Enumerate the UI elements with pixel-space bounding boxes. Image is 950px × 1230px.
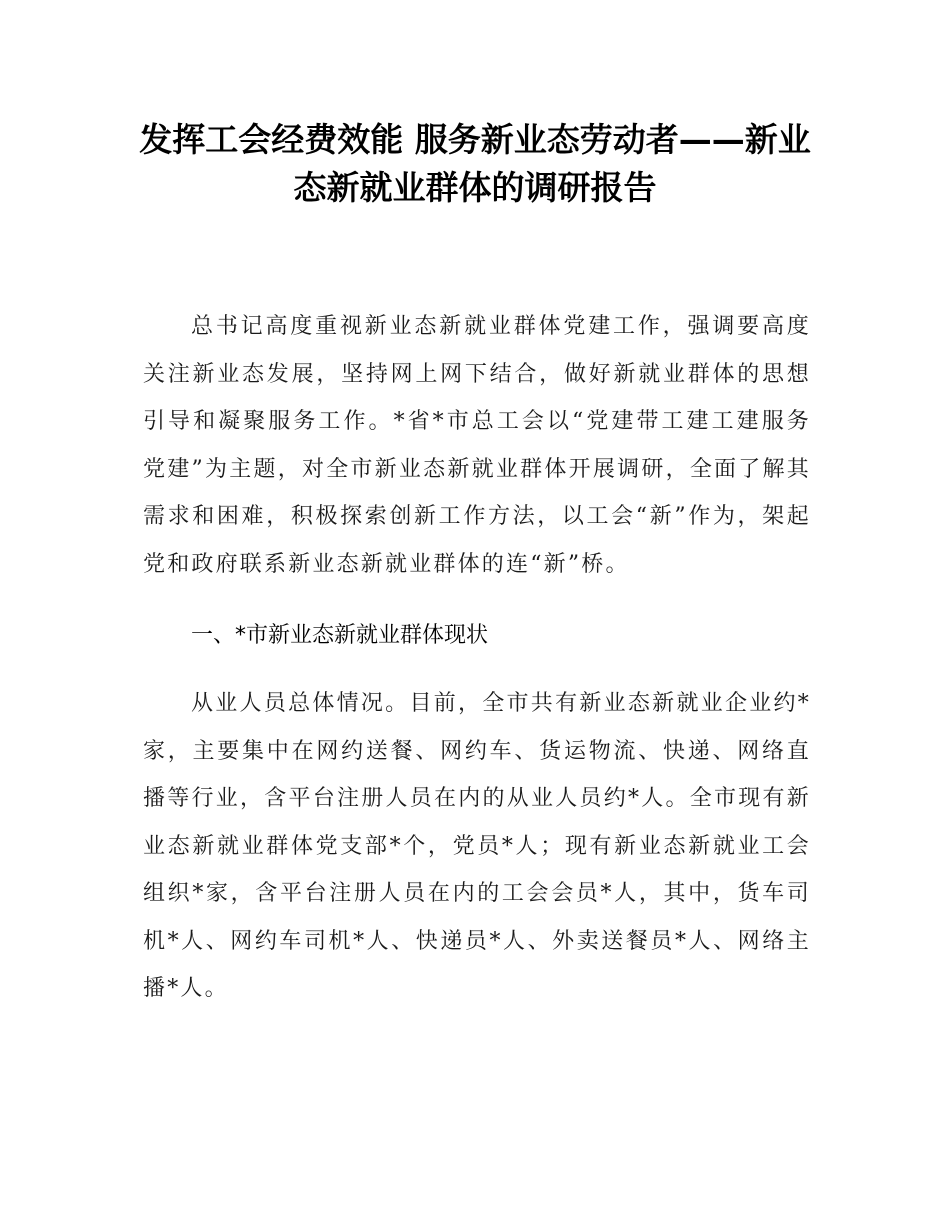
section-heading: 一、*市新业态新就业群体现状 bbox=[191, 623, 489, 648]
intro-paragraph: 总书记高度重视新业态新就业群体党建工作，强调要高度关注新业态发展，坚持网上网下结合，做好新就业群体的思想引导和凝聚服务工作。*省*市总工会以“党建带工建工建服务党建”为主题，对全市新业态新就业群体开展调研，全面了解其需求和困难，积极探索创新工作方法，以工会“新”作为，架起党和政府联系新业态新就业群体的连“新”桥。 bbox=[143, 314, 811, 577]
section-paragraph: 从业人员总体情况。目前，全市共有新业态新就业企业约*家，主要集中在网约送餐、网约车、货运物流、快递、网络直播等行业，含平台注册人员在内的从业人员约*人。全市现有新业态新就业群体党支部*个，党员*人；现有新业态新就业工会组织*家，含平台注册人员在内的工会会员*人，其中，货车司机*人、网约车司机*人、快递员*人、外卖送餐员*人、网络主播*人。 bbox=[143, 691, 811, 1001]
document-title: 发挥工会经费效能 服务新业态劳动者——新业态新就业群体的调研报告 bbox=[139, 120, 811, 207]
